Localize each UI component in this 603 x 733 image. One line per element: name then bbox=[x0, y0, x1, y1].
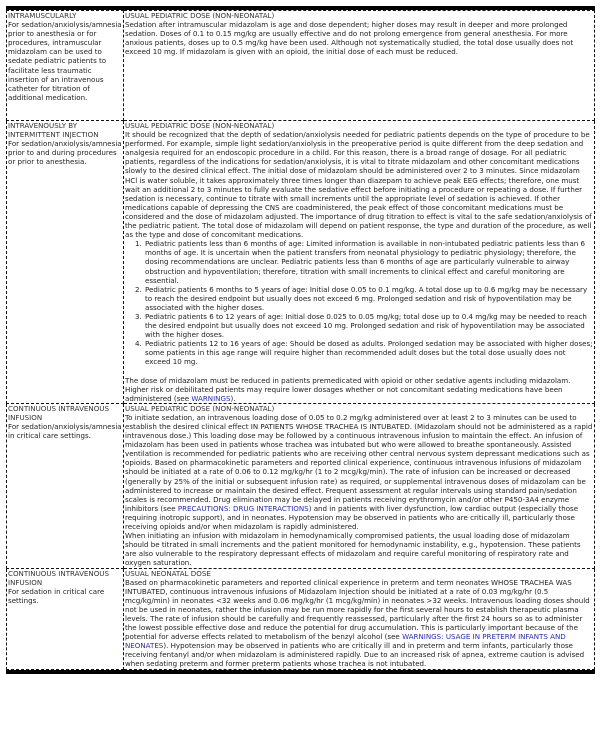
route-cell bbox=[7, 121, 124, 404]
age-dosing-list bbox=[125, 239, 593, 366]
warnings-link[interactable]: WARNINGS bbox=[191, 393, 231, 403]
dose-reduction-note: The dose of midazolam must be reduced in patients premedicated with opioid or other sedative agents including midazolam. Higher risk or debilitated patients may require lower dosages whether or not concomitant sedating medications have been administered (see WARNINGS). bbox=[125, 375, 571, 403]
dose-cell bbox=[124, 11, 595, 121]
route-description: For sedation/anxiolysis/amnesia in critical care settings. bbox=[8, 422, 122, 441]
dose-text: It should be recognized that the depth of sedation/anxiolysis needed for pediatric patients depends on the type of procedure to be performed. For example, simple light sedation/anxiolysis in the preoperative period is quite different from the deep sedation and analgesia required for an endoscopic procedure in a child. For this reason, there is a broad range of dosage. For all pediatric patients, regardless of the indications for sedation/anxiolysis, it is vital to titrate midazolam and other concomitant medications slowly to the desired clinical effect. The initial dose of midazolam should be administered over 2 to 3 minutes. Since midazolam HCl is water soluble, it takes approximately three times longer than diazepam to achieve peak EEG effects; therefore, one must wait an additional 2 to 3 minutes to fully evaluate the sedative effect before initiating a procedure or repeating a dose. If further sedation is necessary, continue to titrate with small increments until the appropriate level of sedation is achieved. If other medications capable of depressing the CNS are coadministered, the peak effect of those concomitant medications must be considered and the dose of midazolam adjusted. The importance of drug titration to effect is vital to the safe sedation/anxiolysis of the pediatric patient. The total dose of midazolam will depend on patient response, the type and duration of the procedure, as well as the type and dose of concomitant medications. bbox=[125, 130, 592, 240]
dose-text: Sedation after intramuscular midazolam is age and dose dependent; higher doses may result in deeper and more prolonged sedation. Doses of 0.1 to 0.15 mg/kg are usually effective and do not prolong emergence from general anesthesia. For more anxious patients, doses up to 0.5 mg/kg have been used. Although not systematically studied, the total dose usually does not exceed 10 mg. If midazolam is given with an opioid, the initial dose of each must be reduced. bbox=[125, 20, 574, 57]
dosage-table bbox=[6, 10, 595, 670]
list-item: 3. Pediatric patients 6 to 12 years of age: Initial dose 0.025 to 0.05 mg/kg; total dose up to 0.4 mg/kg may be needed to reach the desired endpoint but usually does not exceed 10 mg. Prolonged sedation and risk of hypoventilation may be associated with the higher doses. bbox=[144, 312, 593, 339]
dose-title: USUAL PEDIATRIC DOSE (NON-NEONATAL) bbox=[125, 121, 275, 130]
dose-text: Based on pharmacokinetic parameters and reported clinical experience in preterm and term neonates WHOSE TRACHEA WAS INTUBATED, continuous intravenous infusions of Midazolam Injection should be initiated at a rate of 0.03 mg/kg/hr (0.5 mcg/kg/min) in neonates <32 weeks and 0.06 mg/kg/hr (1 mcg/kg/min) in neonates >32 weeks. Intravenous loading doses should not be used in neonates, rather the infusion may be run more rapidly for the first several hours to establish therapeutic plasma levels. The rate of infusion should be carefully and frequently reassessed, particularly after the first 24 hours so as to administer the lowest possible effective dose and reduce the potential for drug accumulation. This is particularly important because of the potential for adverse effects related to metabolism of the benzyl alcohol (see WARNINGS: USAGE IN PRETERM INFANTS AND NEONATES). Hypotension may be observed in patients who are critically ill and in preterm and term infants, particularly those receiving fentanyl and/or when midazolam is administered rapidly. Due to an increased risk of apnea, extreme caution is advised when sedating preterm and former preterm patients whose trachea is not intubated. bbox=[125, 577, 590, 669]
route-cell bbox=[7, 403, 124, 568]
dose-title: USUAL NEONATAL DOSE bbox=[125, 568, 211, 578]
list-item: 2. Pediatric patients 6 months to 5 years of age: Initial dose 0.05 to 0.1 mg/kg. A total dose up to 0.6 mg/kg may be necessary to reach the desired endpoint but usually does not exceed 6 mg. Prolonged sedation and risk of hypoventilation may be associated with the higher doses. bbox=[144, 285, 593, 312]
list-item: 4. Pediatric patients 12 to 16 years of age: Should be dosed as adults. Prolonged sedation may be associated with higher doses; some patients in this age range will require higher than recommended adult doses but the total dose usually does not exceed 10 mg. bbox=[144, 339, 593, 366]
dose-cell bbox=[124, 403, 595, 568]
list-item: 1. Pediatric patients less than 6 months of age: Limited information is available in non-intubated pediatric patients less than 6 months of age. It is uncertain when the patient transfers from neonatal physiology to pediatric physiology; therefore, the dosing recommendations are unclear. Pediatric patients less than 6 months of age are particularly vulnerable to airway obstruction and hypoventilation; therefore, titration with small increments to clinical effect and careful monitoring are essential. bbox=[144, 239, 593, 284]
table-row bbox=[7, 403, 595, 568]
route-description: For sedation in critical care settings. bbox=[8, 586, 105, 605]
route-description: For sedation/anxiolysis/amnesia prior to anesthesia or for procedures, intramuscular midazolam can be used to sedate pediatric patients to facilitate less traumatic insertion of an intravenous catheter for titration of additional medication. bbox=[8, 20, 122, 102]
route-title: INTRAVENOUSLY BY INTERMITTENT INJECTION bbox=[8, 121, 99, 140]
dosage-document bbox=[6, 6, 595, 674]
table-row bbox=[7, 568, 595, 669]
route-title: CONTINUOUS INTRAVENOUS INFUSION bbox=[8, 403, 109, 422]
route-title: CONTINUOUS INTRAVENOUS INFUSION bbox=[8, 568, 109, 587]
route-cell bbox=[7, 568, 124, 669]
route-description: For sedation/anxiolysis/amnesia prior to and during procedures or prior to anesthesia. bbox=[8, 139, 122, 167]
hemodynamic-note: When initiating an infusion with midazolam in hemodynamically compromised patients, the usual loading dose of midazolam should be titrated in small increments and the patient monitored for hemodynamic instability, e.g., hypotension. These patients are also vulnerable to the respiratory depressant effects of midazolam and require careful monitoring of respiratory rate and oxygen saturation. bbox=[125, 531, 581, 568]
dose-title: USUAL PEDIATRIC DOSE (NON-NEONATAL) bbox=[125, 403, 275, 413]
drug-interactions-link[interactable]: PRECAUTIONS: DRUG INTERACTIONS bbox=[177, 503, 309, 513]
route-cell bbox=[7, 11, 124, 121]
dose-cell bbox=[124, 121, 595, 404]
table-row bbox=[7, 11, 595, 121]
dose-text: To initiate sedation, an intravenous loading dose of 0.05 to 0.2 mg/kg administered over at least 2 to 3 minutes can be used to establish the desired clinical effect IN PATIENTS WHOSE TRACHEA IS INTUBATED. (Midazolam should not be administered as a rapid intravenous dose.) This loading dose may be followed by a continuous intravenous infusion to maintain the effect. An infusion of midazolam has been used in patients whose trachea was intubated but who were allowed to breathe spontaneously. Assisted ventilation is recommended for pediatric patients who are receiving other central nervous system depressant medications such as opioids. Based on pharmacokinetic parameters and reported clinical experience, continuous intravenous infusions of midazolam should be initiated at a rate of 0.06 to 0.12 mg/kg/hr (1 to 2 mcg/kg/min). The rate of infusion can be increased or decreased (generally by 25% of the initial or subsequent infusion rate) as required, or supplemental intravenous doses of midazolam can be administered to increase or maintain the desired effect. Frequent assessment at regular intervals using standard pain/sedation scales is recommended. Drug elimination may be delayed in patients receiving erythromycin and/or other P450-3A4 enzyme inhibitors (see PRECAUTIONS: DRUG INTERACTIONS) and in patients with liver dysfunction, low cardiac output (especially those requiring inotropic support), and in neonates. Hypotension may be observed in patients who are critically ill, particularly those receiving opioids and/or when midazolam is rapidly administered. bbox=[125, 412, 593, 532]
dose-title: USUAL PEDIATRIC DOSE (NON-NEONATAL) bbox=[125, 11, 275, 20]
preterm-warnings-link[interactable]: WARNINGS: USAGE IN PRETERM INFANTS AND NEONATES bbox=[125, 632, 566, 651]
dose-cell bbox=[124, 568, 595, 669]
table-row bbox=[7, 121, 595, 404]
route-title: INTRAMUSCULARLY bbox=[8, 11, 77, 20]
bottom-rule bbox=[6, 670, 595, 674]
